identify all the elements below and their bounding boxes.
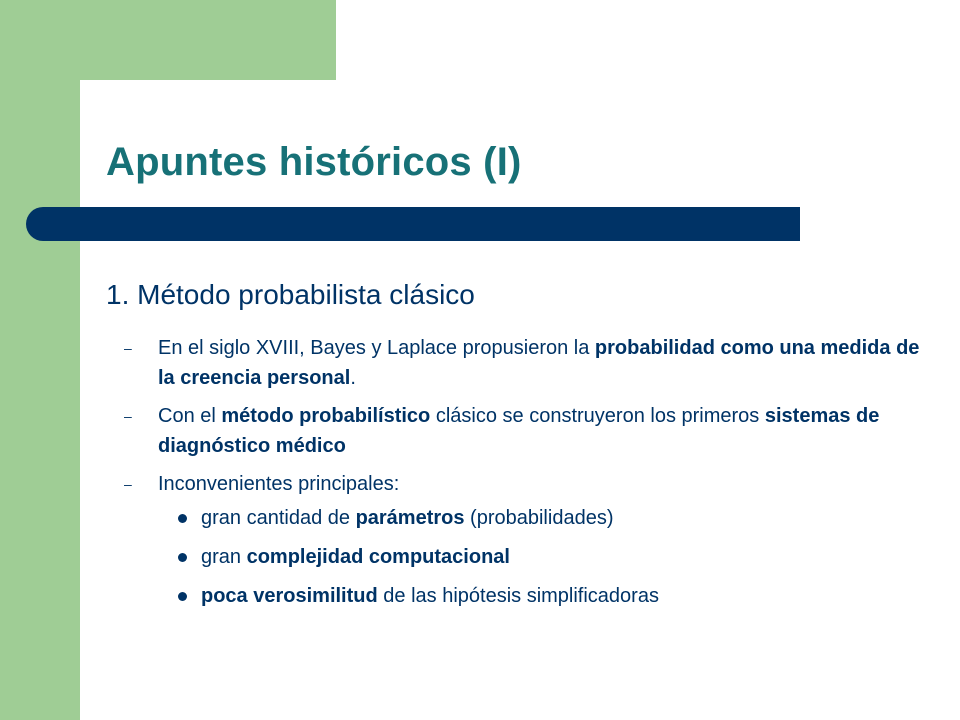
left-green-band (0, 0, 80, 720)
subitem-text: de las hipótesis simplificadoras (377, 585, 659, 607)
item-text: Inconvenientes principales: (158, 473, 400, 495)
dash-marker: – (124, 340, 132, 356)
title-underline-bar (26, 207, 800, 241)
subitem-text-bold: complejidad computacional (246, 546, 510, 568)
list-item (120, 469, 920, 611)
subitem-text: gran (201, 546, 247, 568)
item-text-bold: sistemas de diagnóstico médico (158, 405, 880, 457)
dash-marker: – (124, 476, 132, 492)
list-item (120, 401, 920, 461)
slide-subtitle: 1. Método probabilista clásico (106, 279, 475, 310)
item-text: Con el (158, 405, 222, 427)
bullet-dot-icon (178, 592, 187, 601)
sub-list-item (158, 503, 920, 533)
sub-list-item (158, 542, 920, 572)
sub-bullet-list (158, 499, 920, 611)
subitem-text-bold: parámetros (355, 507, 465, 529)
bullet-list (120, 333, 920, 620)
slide-title: Apuntes históricos (I) (106, 140, 522, 184)
rounded-corner-decoration (80, 80, 136, 136)
item-text-bold: probabilidad como una medida de la creencia personal (158, 337, 920, 389)
item-text: . (350, 367, 356, 389)
bullet-dot-icon (178, 514, 187, 523)
list-item (120, 333, 920, 393)
subitem-text-bold: poca verosimilitud (201, 585, 378, 607)
sub-list-item (158, 581, 920, 611)
subitem-text: gran cantidad de (201, 507, 356, 529)
dash-marker: – (124, 408, 132, 424)
top-green-block (80, 0, 336, 80)
bullet-dot-icon (178, 553, 187, 562)
item-text-bold: método probabilístico (221, 405, 431, 427)
subitem-text: (probabilidades) (464, 507, 614, 529)
item-text: clásico se construyeron los primeros (430, 405, 765, 427)
item-text: En el siglo XVIII, Bayes y Laplace propusieron la (158, 337, 595, 359)
